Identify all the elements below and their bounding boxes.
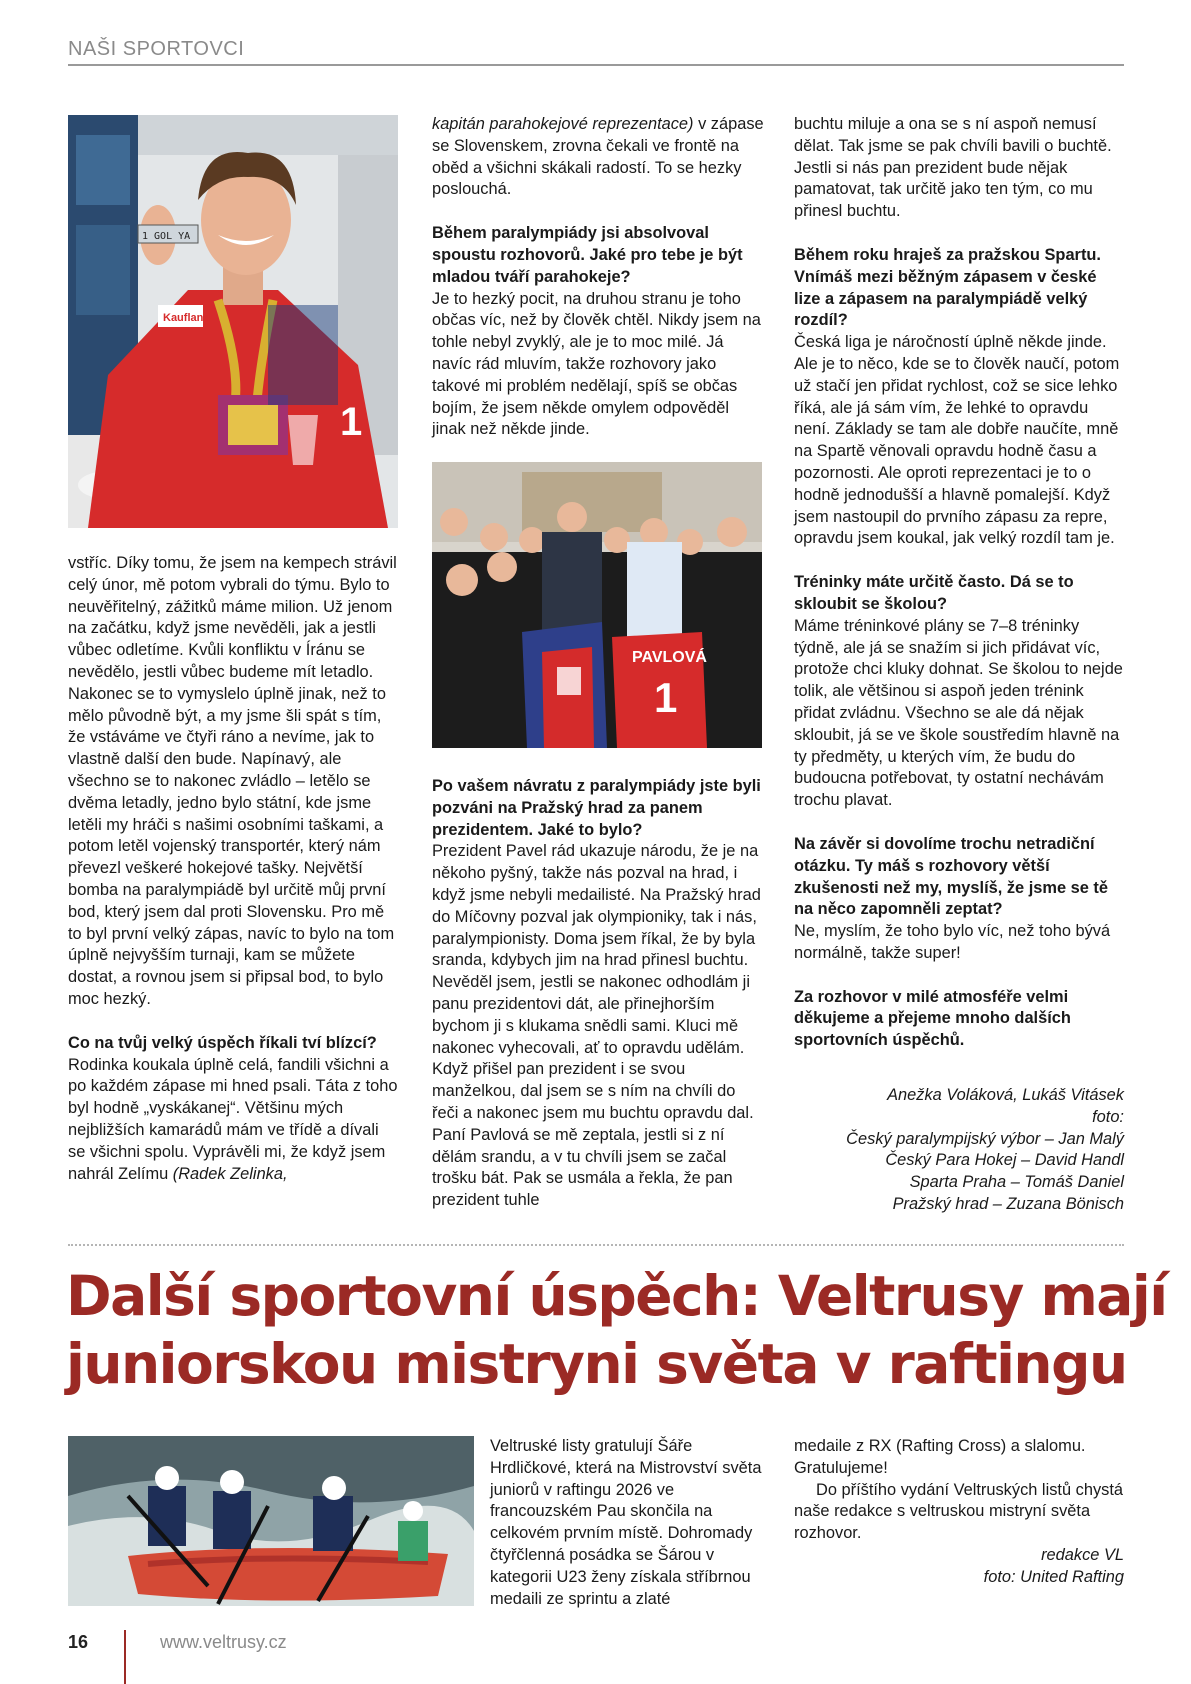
interview-answer [68, 1055, 398, 1186]
answer-text: Prezident Pavel rád ukazuje národu, že je na někoho pyšný, takže nás pozval na hrad, i když jsme nebyli medailisté. Na Pražský hrad do Míčovny pozval jak olympioniky, tak i nás, paralympionisty. Doma jsem říkal, že by byla sranda, kdybych jim na hrad přinesl buchtu. Nevěděl jsem, jestli se nakonec odhodlám ji panu prezidentovi dát, ale přinejhorším bychom ji s klukama snědli sami. Kluci mě nakonec vyhecovali, ať to opravdu udělám. Když přišel pan prezident i se svou manželkou, dal jsem se s ním na chvíli do řeči a nakonec jsem mu buchtu opravdu dal. Paní Pavlová se mě zeptala, jestli si z ní dělám srandu, a v tu chvíli jsem se začal trošku bát. Pak se usmála a řekla, že pan prezident tuhle [432, 842, 761, 1210]
interview-answer [794, 616, 1124, 812]
article2-credit-2: foto: United Rafting [983, 1567, 1124, 1586]
paragraph-gap [432, 201, 764, 223]
credit-line: Český paralympijský výbor – Jan Malý [846, 1129, 1124, 1148]
website-link[interactable]: www.veltrusy.cz [160, 1632, 287, 1652]
interview-question: Tréninky máte určitě často. Dá se to skloubit se školou? [794, 573, 1074, 613]
article2-text-1: Veltruské listy gratulují Šáře Hrdličkové, která na Mistrovství světa juniorů v raftingu 2026 ve francouzském Pau skončila na celkovém prvním místě. Dohromady čtyřčlenná posádka se Šárou v kategorii U23 ženy získala stříbrnou medaili ze sprintu a zlaté [490, 1437, 762, 1608]
interview-answer [432, 289, 764, 442]
interview-question: Během paralympiády jsi absolvoval spoustu rozhovorů. Jaké pro tebe je být mladou tváří parahokeje? [432, 224, 743, 286]
paragraph-gap [794, 223, 1124, 245]
interview-question: Co na tvůj velký úspěch říkali tví blízcí? [68, 1033, 377, 1052]
interview-question: Během roku hraješ za pražskou Spartu. Vnímáš mezi běžným zápasem v české lize a zápasem na paralympiádě velký rozdíl? [794, 245, 1101, 330]
interview-answer [794, 114, 1124, 223]
article-headline [66, 1262, 1167, 1398]
rafting-photo [68, 1436, 474, 1606]
player-photo [68, 115, 398, 528]
interview-answer [794, 921, 1124, 965]
interview-question: Za rozhovor v milé atmosféře velmi děkujeme a přejeme mnoho dalších sportovních úspěchů. [794, 987, 1071, 1050]
jersey-number: 1 [340, 400, 363, 444]
credit-line: Pražský hrad – Zuzana Bönisch [892, 1194, 1124, 1213]
photo-credits [794, 1085, 1124, 1216]
article2-text-2: medaile z RX (Rafting Cross) a slalomu. Gratulujeme! [794, 1437, 1086, 1477]
credit-line: Sparta Praha – Tomáš Daniel [909, 1173, 1124, 1192]
credit-line: Anežka Voláková, Lukáš Vitásek [887, 1086, 1124, 1104]
article2-text-3: Do příštího vydání Veltruských listů chystá naše redakce s veltruskou mistryní světa rozhovor. [794, 1480, 1124, 1543]
answer-text: v zápase se Slovenskem, zrovna čekali ve frontě na oběd a všichni skákali radostí. To se hezky poslouchá. [432, 115, 764, 199]
answer-text: Je to hezký pocit, na druhou stranu je toho občas víc, než by člověk chtěl. Nikdy jsem na tohle nebyl zvyklý, ale je to moc milé. Já navíc rád mluvím, takže rozhovory jako takové mi problém nedělají, spíš se občas bojím, že jsem někde omylem odpověděl jinak než někde jinde. [432, 289, 761, 439]
section-divider [68, 1244, 1124, 1246]
answer-text: Česká liga je náročností úplně někde jinde. Ale je to něco, kde se to člověk naučí, potom už stačí jen přidat rychlost, což se sice lehko říká, ale já sám vím, že lehké to opravdu není. Základy se tam ale dobře naučíte, mně na Spartě věnovali opravdu hodně času a pozornosti. Ale oproti reprezentaci je to o hodně jednodušší a hlavně pomalejší. Když jsem nastoupil do prvního zápasu za repre, opravdu jsem koukal, jak velký rozdíl tam je. [794, 333, 1120, 548]
answer-text: Máme tréninkové plány se 7–8 tréninky týdně, ale já se snažím si jich přidávat víc, protože chci kluky dohnat. Se školou to nejde tolik, ale většinou si aspoň jeden trénink přidat zvládnu. Všechno se ale dá nějak skloubit, já se ve škole soustředím hlavně na ty předměty, u kterých vím, že budu do budoucna potřebovat, ty ostatní nechávám trochu plavat. [794, 616, 1123, 810]
page-number: 16 [68, 1632, 89, 1652]
credit-line: Český Para Hokej – David Handl [885, 1151, 1124, 1170]
answer-text: Rodinka koukala úplně celá, fandili všichni a po každém zápase mi hned psali. Táta z toho byl hodně „vyskákanej“. Většinu mých nejbližších kamarádů mám ve třídě a dívali se všichni spolu. Vyprávěli mi, že když jsem nahrál Zelímu [68, 1055, 398, 1183]
jersey-name: PAVLOVÁ [632, 649, 707, 666]
headline-line-2: juniorskou mistryni světa v raftingu [66, 1332, 1127, 1396]
paragraph-gap [794, 965, 1124, 987]
answer-text: vstříc. Díky tomu, že jsem na kempech strávil celý únor, mě potom vybrali do týmu. Bylo to neuvěřitelný, zážitků máme milion. Už jenom na začátku, když jsme nevěděli, jak a jestli vůbec odletíme. Kvůli konfliktu v Íránu se nevědělo, jestli vůbec budeme mít letadlo. Nakonec se to vymyslelo úplně jinak, než to mělo původně být, a my jsme šli spát s tím, že vstáváme ve čtyři ráno a nevíme, jak to vlastně další den bude. Napínavý, ale všechno se to nakonec zvládlo – letělo se dvěma letadly, jedno bylo státní, kde jsme letěli my hráči s našimi osobními taškami, a potom letěl vojenský transportér, který nám převezl veškeré hokejové tašky. Největší bomba na paralympiádě byl určitě můj první bod, který jsem dal proti Slovensku. Pro mě to byl první velký zápas, navíc to bylo na tom úplně nejvyšším turnaji, kam se můžete dostat, a rovnou jsem si připsal bod, to bylo moc hezký. [68, 554, 397, 1008]
interview-answer [432, 841, 764, 1212]
header-rule [68, 64, 1124, 66]
headline-line-1: Další sportovní úspěch: Veltrusy mají [66, 1264, 1167, 1328]
interview-answer [68, 553, 398, 1011]
paragraph-gap [68, 1011, 398, 1033]
paragraph-gap [794, 550, 1124, 572]
section-title: NAŠI SPORTOVCI [68, 38, 245, 60]
italic-note: (Radek Zelinka, [172, 1164, 288, 1183]
article2-credit-1: redakce VL [1041, 1545, 1124, 1564]
credit-line: foto: [1092, 1107, 1124, 1126]
italic-note: kapitán parahokejové reprezentace) [432, 115, 699, 133]
team-photo [432, 462, 762, 748]
kaufland-logo: Kaufland [163, 312, 211, 324]
interview-question: Po vašem návratu z paralympiády jste byli pozváni na Pražský hrad za panem prezidentem. Jaké to bylo? [432, 777, 761, 839]
article-column-3 [794, 114, 1124, 1052]
footer-bar [124, 1630, 126, 1684]
article-column-2b [432, 776, 764, 1212]
article-column-2 [432, 114, 764, 441]
jersey-number: 1 [654, 674, 678, 721]
interview-answer [432, 114, 764, 201]
article2-column-1 [490, 1436, 770, 1610]
answer-text: Ne, myslím, že toho bylo víc, než toho bývá normálně, takže super! [794, 922, 1111, 962]
interview-question: Na závěr si dovolíme trochu netradiční otázku. Ty máš s rozhovory větší zkušenosti než my, myslíš, že jsme se tě na něco zapomněli zeptat? [794, 834, 1108, 919]
paragraph-gap [794, 812, 1124, 834]
interview-answer [794, 332, 1124, 550]
article2-column-2 [794, 1436, 1124, 1589]
answer-text: buchtu miluje a ona se s ní aspoň nemusí dělat. Tak jsme se pak chvíli bavili o buchtě. Jestli si nás pan prezident bude nějak pamatovat, tak určitě jako ten tým, co mu přinesl buchtu. [794, 115, 1112, 221]
article-column-1 [68, 553, 398, 1185]
medal-text: 1 GOL ΥΑ [142, 231, 191, 242]
